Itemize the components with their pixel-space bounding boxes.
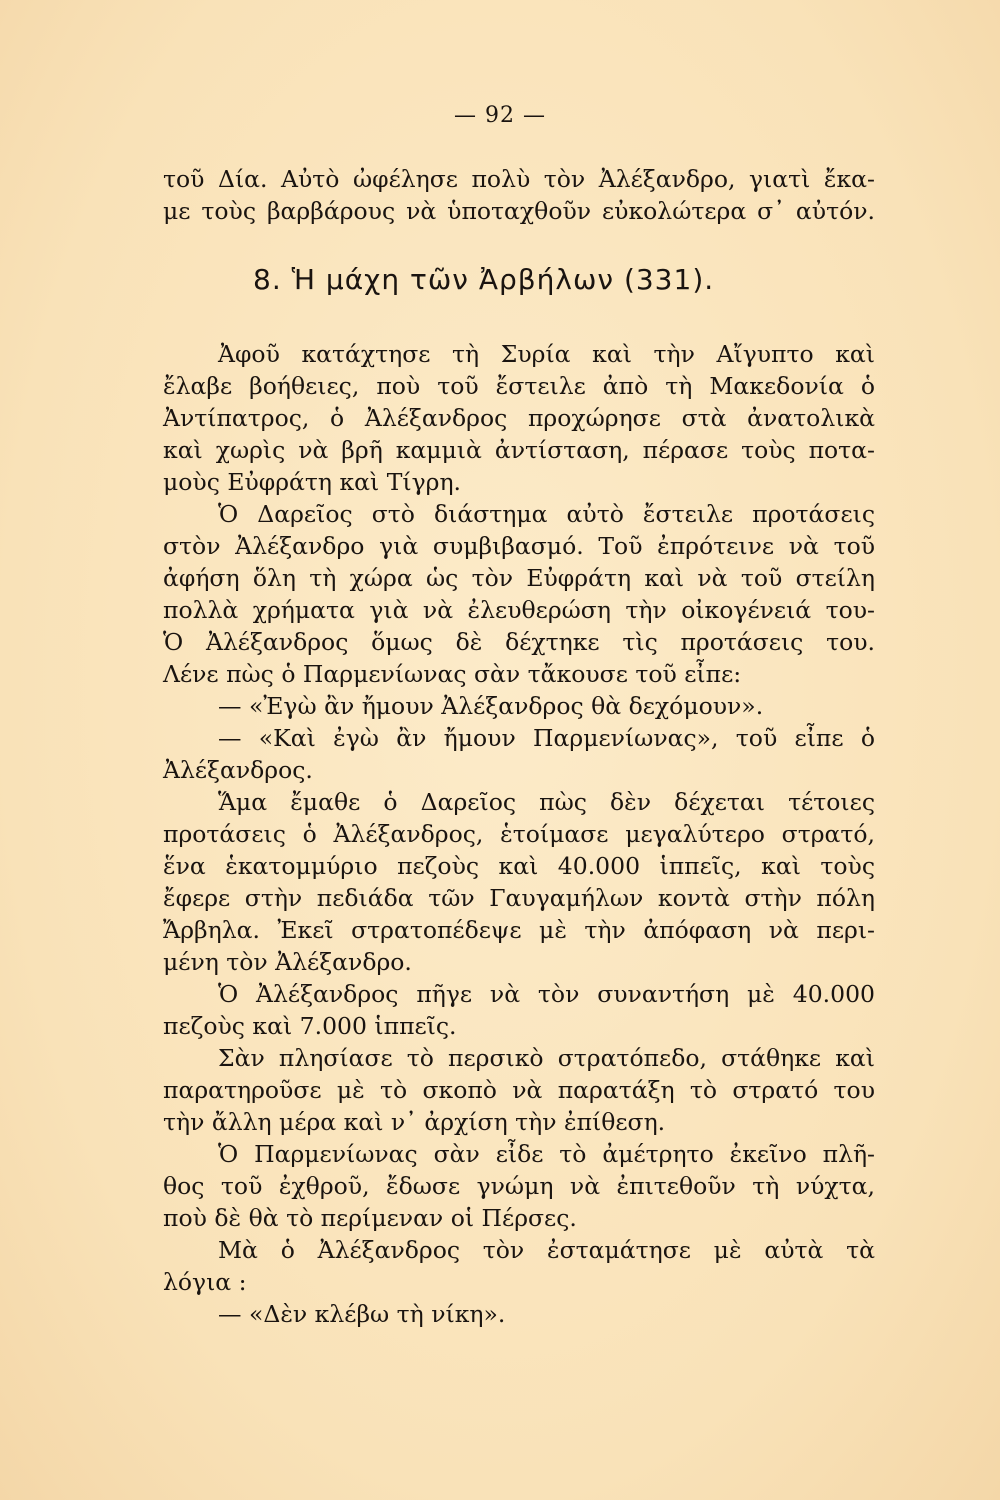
text-line: παρατηροῦσε μὲ τὸ σκοπὸ νὰ παρατάξη τὸ στρατό του (163, 1076, 875, 1104)
text-line: ἔφερε στὴν πεδιάδα τῶν Γαυγαμήλων κοντὰ στὴν πόλη (163, 884, 875, 912)
text-line: μοὺς Εὐφράτη καὶ Τίγρη. (163, 468, 462, 496)
text-line: καὶ χωρὶς νὰ βρῆ καμμιὰ ἀντίσταση, πέρασε τοὺς ποτα- (163, 436, 875, 464)
text-line: Ὁ Ἀλέξανδρος πῆγε νὰ τὸν συναντήση μὲ 40.000 (218, 980, 875, 1008)
text-line: ἕνα ἑκατομμύριο πεζοὺς καὶ 40.000 ἱππεῖς, καὶ τοὺς (163, 852, 875, 880)
page-number: — 92 — (454, 103, 546, 128)
text-line: Σὰν πλησίασε τὸ περσικὸ στρατόπεδο, στάθηκε καὶ (218, 1044, 875, 1072)
text-line: Ἀλέξανδρος. (163, 756, 313, 784)
text-line: ἔλαβε βοήθειες, ποὺ τοῦ ἔστειλε ἀπὸ τὴ Μακεδονία ὁ (163, 372, 875, 400)
text-line: ἀφήση ὅλη τὴ χώρα ὡς τὸν Εὐφράτη καὶ νὰ τοῦ στείλη (163, 564, 875, 592)
text-line: Ὁ Δαρεῖος στὸ διάστημα αὐτὸ ἔστειλε προτάσεις (218, 500, 875, 528)
text-line: λόγια : (163, 1268, 247, 1296)
text-line: — «Ἐγὼ ἂν ἤμουν Ἀλέξανδρος θὰ δεχόμουν». (218, 692, 764, 720)
section-heading: 8. Ἡ μάχη τῶν Ἀρβήλων (331). (253, 263, 715, 296)
text-line: — «Καὶ ἐγὼ ἂν ἤμουν Παρμενίωνας», τοῦ εἶπε ὁ (218, 724, 875, 752)
text-line: Ἅμα ἔμαθε ὁ Δαρεῖος πὼς δὲν δέχεται τέτοιες (218, 788, 875, 816)
text-line: Ἀφοῦ κατάχτησε τὴ Συρία καὶ τὴν Αἴγυπτο καὶ (218, 340, 875, 368)
body-text (163, 338, 875, 1330)
text-line: προτάσεις ὁ Ἀλέξανδρος, ἑτοίμασε μεγαλύτερο στρατό, (163, 820, 875, 848)
text-line: θος τοῦ ἐχθροῦ, ἔδωσε γνώμη νὰ ἐπιτεθοῦν τὴ νύχτα, (163, 1172, 875, 1200)
text-line: στὸν Ἀλέξανδρο γιὰ συμβιβασμό. Τοῦ ἐπρότεινε νὰ τοῦ (163, 532, 875, 560)
text-line: Ὁ Παρμενίωνας σὰν εἶδε τὸ ἀμέτρητο ἐκεῖνο πλῆ- (218, 1140, 875, 1168)
text-line: τοῦ Δία. Αὐτὸ ὠφέλησε πολὺ τὸν Ἀλέξανδρο, γιατὶ ἔκα- (163, 165, 875, 193)
text-line: Λένε πὼς ὁ Παρμενίωνας σὰν τἄκουσε τοῦ εἶπε: (163, 660, 742, 688)
intro-paragraph (163, 163, 875, 227)
text-line: Μὰ ὁ Ἀλέξανδρος τὸν ἐσταμάτησε μὲ αὐτὰ τὰ (218, 1236, 875, 1264)
text-line: Ὁ Ἀλέξανδρος ὅμως δὲ δέχτηκε τὶς προτάσεις του. (163, 628, 875, 656)
text-line: με τοὺς βαρβάρους νὰ ὑποταχθοῦν εὐκολώτερα σ᾿ αὐτόν. (163, 197, 875, 225)
text-line: πολλὰ χρήματα γιὰ νὰ ἐλευθερώση τὴν οἰκογένειά του- (163, 596, 875, 624)
text-line: Ἀντίπατρος, ὁ Ἀλέξανδρος προχώρησε στὰ ἀνατολικὰ (163, 404, 875, 432)
text-line: μένη τὸν Ἀλέξανδρο. (163, 948, 412, 976)
text-line: Ἄρβηλα. Ἐκεῖ στρατοπέδεψε μὲ τὴν ἀπόφαση νὰ περι- (163, 916, 875, 944)
text-line: ποὺ δὲ θὰ τὸ περίμεναν οἱ Πέρσες. (163, 1204, 577, 1232)
text-line: τὴν ἄλλη μέρα καὶ ν᾿ ἀρχίση τὴν ἐπίθεση. (163, 1108, 666, 1136)
text-line: — «Δὲν κλέβω τὴ νίκη». (218, 1300, 506, 1328)
text-line: πεζοὺς καὶ 7.000 ἱππεῖς. (163, 1012, 457, 1040)
